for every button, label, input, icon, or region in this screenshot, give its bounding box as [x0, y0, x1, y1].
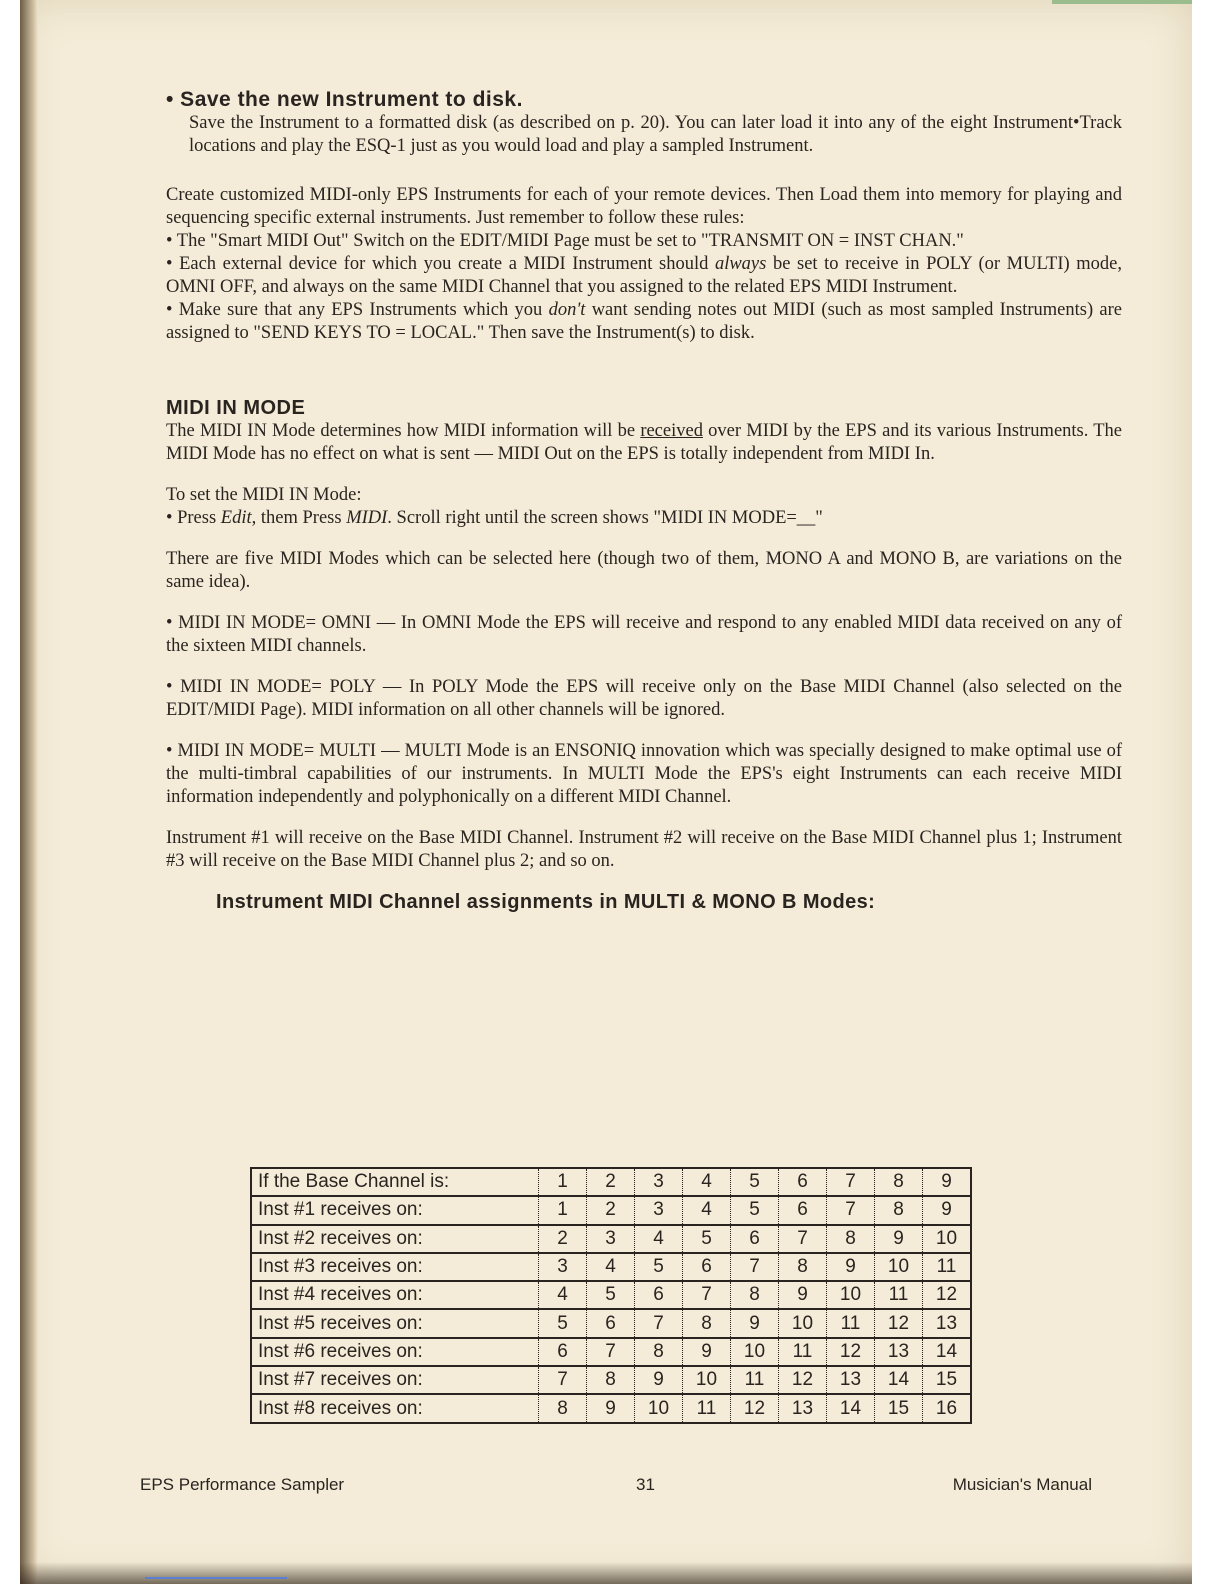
channel-cell: 6 — [779, 1168, 827, 1196]
five-modes-paragraph: There are five MIDI Modes which can be selected here (though two of them, MONO A and MONO B, are variations on the same idea). — [166, 549, 1122, 592]
table-row — [251, 1366, 971, 1394]
channel-cell: 7 — [827, 1168, 875, 1196]
table-row — [251, 1394, 971, 1422]
channel-cell: 13 — [779, 1394, 827, 1422]
channel-cell: 11 — [683, 1394, 731, 1422]
channel-cell: 14 — [923, 1338, 972, 1366]
channel-cell: 8 — [875, 1168, 923, 1196]
channel-cell: 11 — [875, 1281, 923, 1309]
channel-cell: 15 — [875, 1394, 923, 1422]
channel-assignment-table — [250, 1167, 972, 1424]
channel-cell: 9 — [635, 1366, 683, 1394]
channel-cell: 4 — [539, 1281, 587, 1309]
bottom-blue-line — [145, 1577, 287, 1579]
channel-cell: 4 — [635, 1225, 683, 1253]
channel-cell: 9 — [827, 1253, 875, 1281]
channel-cell: 12 — [875, 1309, 923, 1337]
channel-cell: 1 — [539, 1196, 587, 1224]
bottom-shadow — [20, 1562, 1192, 1584]
instrument-channel-paragraph: Instrument #1 will receive on the Base MIDI Channel. Instrument #2 will receive on the Base MIDI Channel plus 1; Instrument #3 will receive on the Base MIDI Channel plus 2; and so on. — [166, 828, 1122, 871]
channel-cell: 9 — [923, 1168, 972, 1196]
footer-left: EPS Performance Sampler — [140, 1475, 345, 1494]
channel-cell: 15 — [923, 1366, 972, 1394]
row-label: Inst #8 receives on: — [251, 1394, 539, 1422]
channel-cell: 1 — [539, 1168, 587, 1196]
row-label: Inst #7 receives on: — [251, 1366, 539, 1394]
channel-cell: 7 — [683, 1281, 731, 1309]
channel-cell: 4 — [683, 1168, 731, 1196]
table-row — [251, 1338, 971, 1366]
channel-cell: 8 — [587, 1366, 635, 1394]
save-instrument-heading: • Save the new Instrument to disk. — [166, 88, 523, 111]
channel-cell: 10 — [683, 1366, 731, 1394]
row-label: If the Base Channel is: — [251, 1168, 539, 1196]
channel-cell: 5 — [635, 1253, 683, 1281]
channel-cell: 14 — [827, 1394, 875, 1422]
channel-cell: 10 — [827, 1281, 875, 1309]
channel-cell: 7 — [587, 1338, 635, 1366]
channel-cell: 11 — [827, 1309, 875, 1337]
channel-cell: 7 — [635, 1309, 683, 1337]
save-instrument-body: Save the Instrument to a formatted disk (as described on p. 20). You can later load it into any of the eight Instrument•Track locations and play the ESQ-1 just as you would load and play a sampled Instrument. — [189, 113, 1122, 156]
channel-cell: 6 — [731, 1225, 779, 1253]
channel-cell: 9 — [731, 1309, 779, 1337]
channel-cell: 6 — [779, 1196, 827, 1224]
row-label: Inst #5 receives on: — [251, 1309, 539, 1337]
row-label: Inst #3 receives on: — [251, 1253, 539, 1281]
table-row — [251, 1196, 971, 1224]
channel-cell: 10 — [875, 1253, 923, 1281]
channel-cell: 7 — [779, 1225, 827, 1253]
channel-cell: 12 — [731, 1394, 779, 1422]
channel-cell: 4 — [683, 1196, 731, 1224]
channel-cell: 2 — [539, 1225, 587, 1253]
channel-cell: 5 — [731, 1168, 779, 1196]
channel-cell: 5 — [539, 1309, 587, 1337]
table-row — [251, 1225, 971, 1253]
channel-cell: 6 — [635, 1281, 683, 1309]
channel-cell: 14 — [875, 1366, 923, 1394]
row-label: Inst #6 receives on: — [251, 1338, 539, 1366]
row-label: Inst #2 receives on: — [251, 1225, 539, 1253]
set-midi-in-intro: To set the MIDI IN Mode: — [166, 485, 362, 505]
channel-cell: 9 — [587, 1394, 635, 1422]
channel-cell: 12 — [827, 1338, 875, 1366]
intro-paragraph: Create customized MIDI-only EPS Instruments for each of your remote devices. Then Load them into memory for playing and sequencing specific external instruments. Just remember to follow these rules: — [166, 185, 1122, 228]
channel-cell: 8 — [779, 1253, 827, 1281]
midi-in-mode-title: MIDI IN MODE — [166, 397, 306, 419]
channel-cell: 12 — [779, 1366, 827, 1394]
rule-smart-midi: • The "Smart MIDI Out" Switch on the EDIT/MIDI Page must be set to "TRANSMIT ON = INST CHAN." — [166, 231, 964, 251]
row-label: Inst #4 receives on: — [251, 1281, 539, 1309]
midi-in-description: The MIDI IN Mode determines how MIDI information will be received over MIDI by the EPS and its various Instruments. The MIDI Mode has no effect on what is sent — MIDI Out on the EPS is totally independent from MIDI In. — [166, 421, 1122, 464]
top-edge-mark — [1052, 0, 1192, 4]
channel-cell: 8 — [731, 1281, 779, 1309]
manual-page — [20, 0, 1192, 1584]
channel-cell: 16 — [923, 1394, 972, 1422]
channel-cell: 7 — [827, 1196, 875, 1224]
channel-cell: 8 — [635, 1338, 683, 1366]
channel-cell: 7 — [539, 1366, 587, 1394]
channel-cell: 10 — [923, 1225, 972, 1253]
channel-cell: 9 — [683, 1338, 731, 1366]
channel-cell: 8 — [827, 1225, 875, 1253]
channel-cell: 5 — [683, 1225, 731, 1253]
table-header-row — [251, 1168, 971, 1196]
channel-cell: 9 — [779, 1281, 827, 1309]
channel-cell: 10 — [779, 1309, 827, 1337]
rule-send-keys: • Make sure that any EPS Instruments which you don't want sending notes out MIDI (such as most sampled Instruments) are assigned to "SEND KEYS TO = LOCAL." Then save the Instrument(s) to disk. — [166, 300, 1123, 343]
channel-cell: 2 — [587, 1196, 635, 1224]
rule-external-device: • Each external device for which you create a MIDI Instrument should always be set to receive in POLY (or MULTI) mode, OMNI OFF, and always on the same MIDI Channel that you assigned to the related EPS MIDI Instrument. — [166, 254, 1122, 297]
channel-cell: 6 — [587, 1309, 635, 1337]
channel-cell: 8 — [539, 1394, 587, 1422]
table-row — [251, 1253, 971, 1281]
channel-cell: 8 — [683, 1309, 731, 1337]
omni-mode-paragraph: • MIDI IN MODE= OMNI — In OMNI Mode the EPS will receive and respond to any enabled MIDI data received on any of the sixteen MIDI channels. — [166, 613, 1122, 656]
channel-cell: 6 — [539, 1338, 587, 1366]
channel-cell: 5 — [587, 1281, 635, 1309]
channel-cell: 5 — [731, 1196, 779, 1224]
channel-cell: 11 — [779, 1338, 827, 1366]
channel-cell: 13 — [923, 1309, 972, 1337]
channel-cell: 2 — [587, 1168, 635, 1196]
channel-cell: 12 — [923, 1281, 972, 1309]
channel-cell: 8 — [875, 1196, 923, 1224]
set-midi-in-steps: • Press Edit, them Press MIDI. Scroll right until the screen shows "MIDI IN MODE=__" — [166, 508, 823, 528]
binding-edge — [20, 0, 38, 1584]
channel-cell: 9 — [923, 1196, 972, 1224]
poly-mode-paragraph: • MIDI IN MODE= POLY — In POLY Mode the EPS will receive only on the Base MIDI Channel (also selected on the EDIT/MIDI Page). MIDI information on all other channels will be ignored. — [166, 677, 1122, 720]
channel-cell: 4 — [587, 1253, 635, 1281]
footer-right: Musician's Manual — [952, 1475, 1092, 1494]
table-row — [251, 1309, 971, 1337]
multi-mode-paragraph: • MIDI IN MODE= MULTI — MULTI Mode is an ENSONIQ innovation which was specially designed to make optimal use of the multi-timbral capabilities of our instruments. In MULTI Mode the EPS's eight Instruments can each receive MIDI information independently and polyphonically on a different MIDI Channel. — [166, 741, 1122, 807]
channel-cell: 13 — [875, 1338, 923, 1366]
channel-cell: 10 — [635, 1394, 683, 1422]
row-label: Inst #1 receives on: — [251, 1196, 539, 1224]
channel-cell: 11 — [731, 1366, 779, 1394]
emphasis-dont: don't — [548, 300, 586, 320]
channel-cell: 11 — [923, 1253, 972, 1281]
channel-cell: 7 — [731, 1253, 779, 1281]
page-content — [166, 88, 1122, 914]
channel-cell: 3 — [635, 1168, 683, 1196]
channel-cell: 3 — [539, 1253, 587, 1281]
channel-cell: 3 — [635, 1196, 683, 1224]
channel-cell: 9 — [875, 1225, 923, 1253]
channel-cell: 6 — [683, 1253, 731, 1281]
channel-cell: 3 — [587, 1225, 635, 1253]
channel-table-title: Instrument MIDI Channel assignments in MULTI & MONO B Modes: — [216, 891, 876, 913]
channel-cell: 13 — [827, 1366, 875, 1394]
emphasis-always: always — [714, 254, 767, 274]
table-row — [251, 1281, 971, 1309]
channel-cell: 10 — [731, 1338, 779, 1366]
page-number: 31 — [636, 1475, 655, 1494]
